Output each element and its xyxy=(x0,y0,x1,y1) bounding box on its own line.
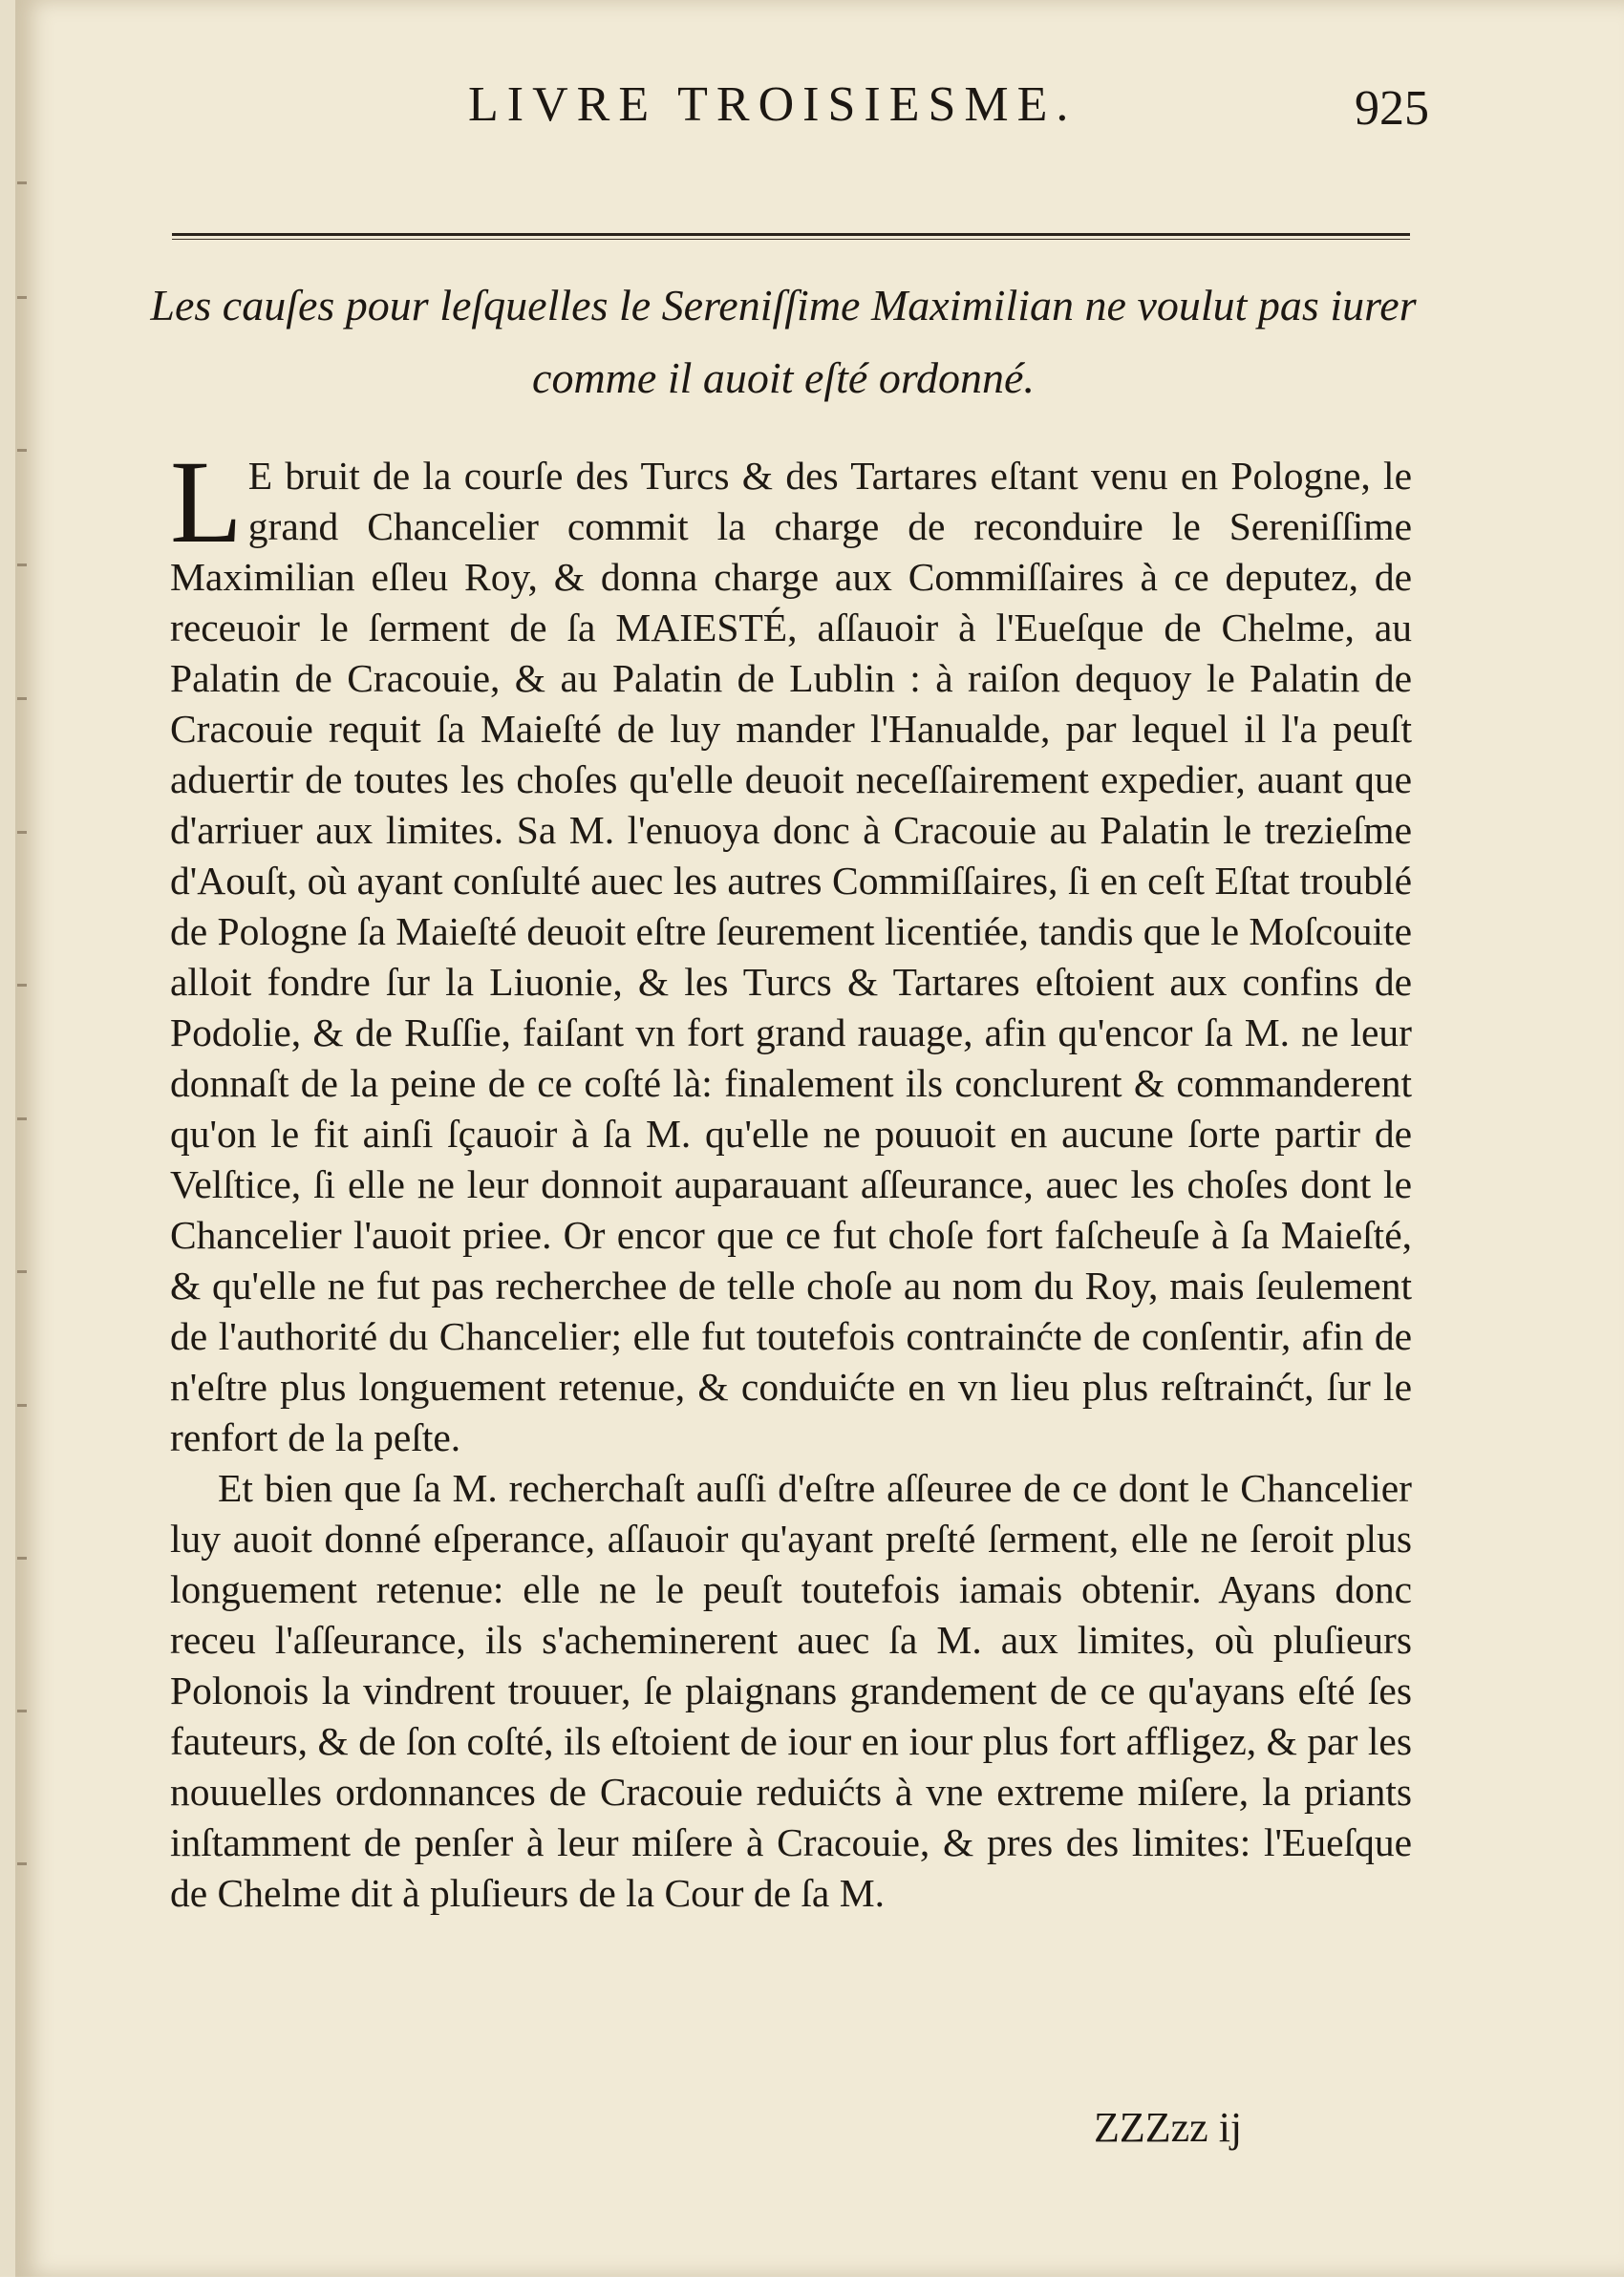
page-bottom-margin xyxy=(0,2277,1624,2296)
binding-margin-marks xyxy=(17,162,32,1977)
signature-mark: ZZZzz ij xyxy=(1094,2104,1243,2151)
page-number: 925 xyxy=(1355,81,1429,136)
page-gutter-edge xyxy=(0,0,15,2277)
paragraph-2: Et bien que ſa M. recherchaſt auſſi d'eſtre aſſeuree de ce dont le Chancelier luy auoit donné eſperance, aſſauoir qu'ayant preſté ſerment, elle ne ſeroit plus longuement retenue: elle ne le peuſt toutefois iamais obtenir. Ayans donc receu l'aſſeurance, ils s'acheminerent auec ſa M. aux limites, où pluſieurs Polonois la vindrent trouuer, ſe plaignans grandement de ce qu'ayans eſté ſes fauteurs, & de ſon coſté, ils eſtoient de iour en iour plus fort affligez, & par les nouuelles ordonnances de Cracouie reduićts à vne extreme miſere, la priants inſtamment de penſer à leur miſere à Cracouie, & pres des limites: l'Eueſque de Chelme dit à pluſieurs de la Cour de ſa M. xyxy=(170,1466,1412,1915)
drop-cap-initial: L xyxy=(170,436,243,567)
body-text xyxy=(170,436,1412,1919)
paragraph-1-text: E bruit de la courſe des Turcs & des Tartares eſtant venu en Pologne, le grand Chancelier commit la charge de reconduire le Sereniſſime Maximilian eſleu Roy, & donna charge aux Commiſſaires à ce deputez, de receuoir le ſerment de ſa MAIESTÉ, aſſauoir à l'Eueſque de Chelme, au Palatin de Cracouie, & au Palatin de Lublin : à raiſon dequoy le Palatin de Cracouie requit ſa Maieſté de luy mander l'Hanualde, par lequel il l'a peuſt aduertir de toutes les choſes qu'elle deuoit neceſſairement expedier, auant que d'arriuer aux limites. Sa M. l'enuoya donc à Cracouie au Palatin le trezieſme d'Aouſt, où ayant conſulté auec les autres Commiſſaires, ſi en ceſt Eſtat troublé de Pologne ſa Maieſté deuoit eſtre ſeurement licentiée, tandis que le Moſcouite alloit fondre ſur la Liuonie, & les Turcs & Tartares eſtoient aux confins de Podolie, & de Ruſſie, faiſant vn fort grand rauage, afin qu'encor ſa M. ne leur donnaſt de la peine de ce coſté là: finalement ils conclurent & commanderent qu'on le fit ainſi ſçauoir à ſa M. qu'elle ne pouuoit en aucune ſorte partir de Velſtice, ſi elle ne leur donnoit auparauant aſſeurance, auec les choſes dont le Chancelier l'auoit priee. Or encor que ce fut choſe fort faſcheuſe à ſa Maieſté, & qu'elle ne fut pas recherchee de telle choſe au nom du Roy, mais ſeulement de l'authorité du Chancelier; elle fut toutefois contrainćte de conſentir, afin de n'eſtre plus longuement retenue, & conduićte en vn lieu plus reſtrainćt, ſur le renfort de la peſte. xyxy=(170,454,1412,1459)
running-head-title: LIVRE TROISIESME. xyxy=(468,77,1078,132)
header-rule xyxy=(172,233,1410,236)
chapter-title: Les cauſes pour leſquelles le Sereniſſime Maximilian ne voulut pas iurer comme il auoit eſté ordonné. xyxy=(150,281,1417,402)
header-rule-thin xyxy=(172,239,1410,240)
paragraph-1 xyxy=(170,436,1412,1463)
